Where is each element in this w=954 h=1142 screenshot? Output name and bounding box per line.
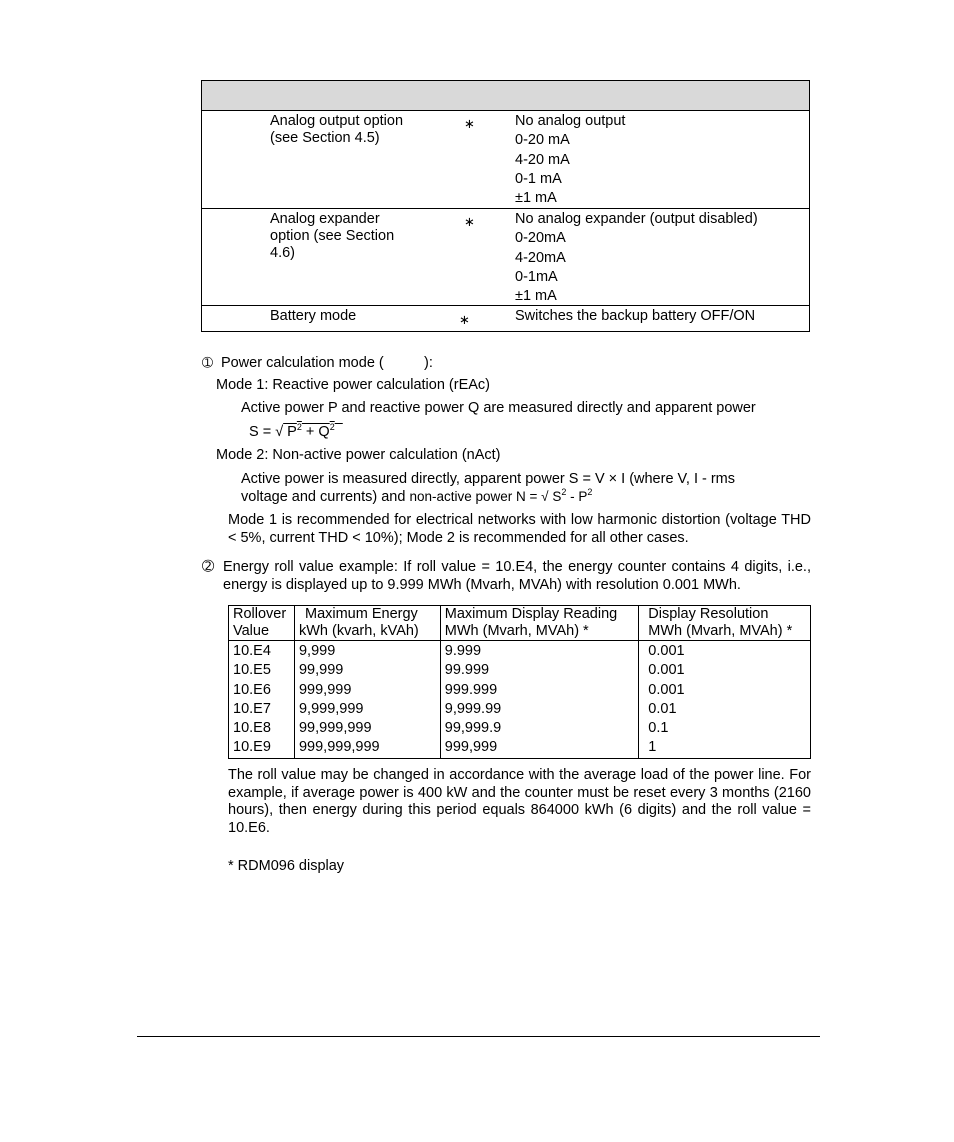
mode2-title: Mode 2: Non-active power calculation (nAct) (216, 447, 501, 463)
rollover-table (228, 605, 811, 759)
mode1-title: Mode 1: Reactive power calculation (rEAc) (216, 377, 491, 393)
value-line: 0-20mA (515, 230, 566, 247)
option-label (270, 113, 403, 147)
table-row: 10.E6 999,999 999.999 0.001 (229, 681, 811, 700)
footnote: * RDM096 display (228, 858, 345, 874)
note2-text: Energy roll value example: If roll value = 10.E4, the energy counter contains 4 digits, i.e., energy is displayed up to 9.999 MWh (Mvarh, MVAh) with resolution 0.001 MWh. (223, 559, 811, 593)
table-row: 10.E7 9,999,999 9,999.99 0.01 (229, 700, 811, 719)
value-line: No analog output (515, 113, 626, 129)
table-row: 10.E5 99,999 99.999 0.001 (229, 661, 811, 680)
table-header-row (229, 606, 811, 641)
default-marker: ∗ (464, 116, 475, 131)
mode2-text-line2: voltage and currents) and non-active power N = √ $S^2 - P^2$ (241, 487, 593, 505)
value-line: No analog expander (output disabled) (515, 211, 758, 227)
options-table (201, 80, 810, 332)
mode-recommendation: Mode 1 is recommended for electrical networks with low harmonic distortion (voltage THD < 5%, current THD < 10%); Mode 2 is recommended for all other cases. (228, 512, 811, 546)
note1-title: Power calculation mode ( ): (220, 355, 433, 371)
label-line: Analog expander (270, 211, 380, 227)
note1-heading (202, 354, 433, 372)
table-row: 10.E4 9,999 9.999 0.001 (229, 641, 811, 662)
option-label (270, 211, 394, 262)
column-header: Display Resolution MWh (Mvarh, MVAh) * (639, 606, 811, 641)
mode1-formula (249, 424, 343, 440)
default-marker: ∗ (464, 214, 475, 229)
label-line: option (see Section (270, 228, 395, 244)
table-header-bar (202, 81, 809, 111)
label-line: Analog output option (270, 113, 404, 129)
mode1-text: Active power P and reactive power Q are measured directly and apparent power (241, 400, 756, 416)
label-line: Battery mode (270, 308, 357, 324)
default-marker: ∗ (459, 312, 470, 327)
note-marker: ➀ (202, 355, 213, 370)
note-marker: ➁ (202, 559, 215, 575)
formula-radicand: $P^2 + Q^2$ (283, 422, 335, 440)
footer-rule (137, 1036, 820, 1037)
mode2-text-line1: Active power is measured directly, apparent power S = V × I (where V, I - rms (241, 471, 736, 487)
option-values (515, 210, 758, 306)
column-header: Maximum Energy kWh (kvarh, kVAh) (294, 606, 440, 641)
value-line: 4-20mA (515, 249, 566, 266)
label-line: 4.6) (270, 245, 295, 261)
label-line: (see Section 4.5) (270, 130, 380, 146)
table-row: 10.E9 999,999,999 999,999 1 (229, 738, 811, 758)
table-row (202, 111, 809, 209)
option-values (515, 112, 625, 208)
table-row (202, 209, 809, 306)
value-line: ±1 mA (515, 288, 557, 305)
roll-explanation: The roll value may be changed in accordance with the average load of the power line. For example, if average power is 400 kW and the counter must be reset every 3 months (2160 hours), then energy during this period equals 864000 kWh (6 digits) and the roll value = 10.E6. (228, 767, 811, 836)
value-line: Switches the backup battery OFF/ON (515, 308, 756, 324)
value-line: 0-1mA (515, 268, 558, 285)
value-line: 0-20 mA (515, 132, 570, 149)
table-row (202, 306, 809, 331)
formula-prefix: S = √ (249, 424, 284, 440)
value-line: ±1 mA (515, 190, 557, 207)
option-values (515, 308, 755, 325)
option-label (270, 308, 356, 325)
table-row: 10.E8 99,999,999 99,999.9 0.1 (229, 719, 811, 738)
value-line: 4-20 mA (515, 151, 570, 168)
column-header: Maximum Display Reading MWh (Mvarh, MVAh) * (440, 606, 639, 641)
column-header: Rollover Value (229, 606, 295, 641)
value-line: 0-1 mA (515, 170, 562, 187)
